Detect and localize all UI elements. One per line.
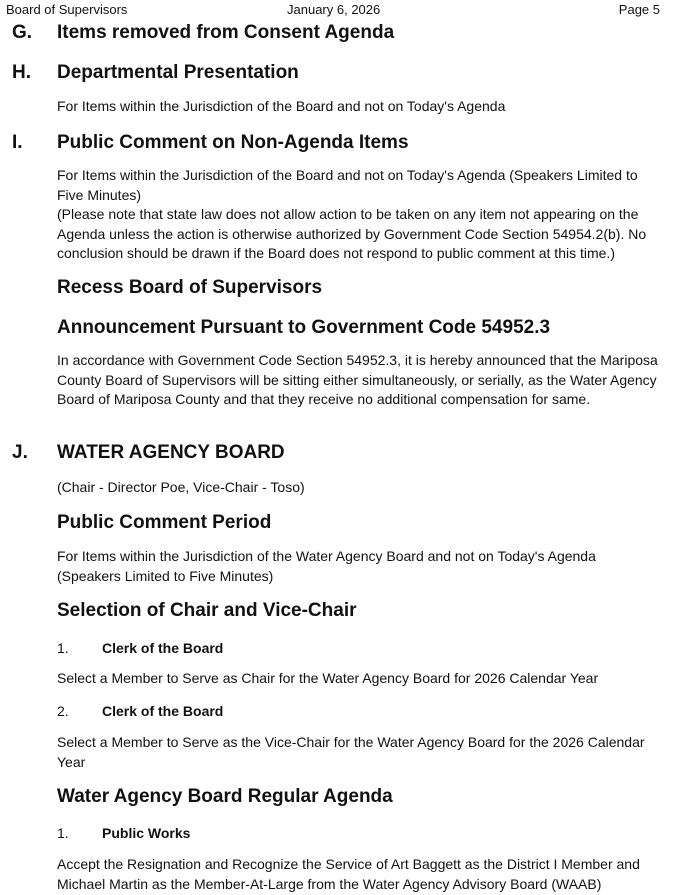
regular-item-1-department: Public Works <box>102 825 191 841</box>
section-j-title: WATER AGENCY BOARD <box>57 442 285 463</box>
section-h-text: For Items within the Jurisdiction of the Board and not on Today's Agenda <box>57 98 506 114</box>
section-i-text-speakers: For Items within the Jurisdiction of the Board and not on Today's Agenda (Speakers Limited to Five Minutes) <box>57 167 638 203</box>
page-header <box>0 2 680 18</box>
header-page-number: Page 5 <box>618 2 660 17</box>
selection-item-2-number: 2. <box>57 703 69 719</box>
recess-title: Recess Board of Supervisors <box>57 277 323 298</box>
header-date: January 6, 2026 <box>287 2 381 17</box>
public-comment-title: Public Comment Period <box>57 512 272 533</box>
selection-title: Selection of Chair and Vice-Chair <box>57 600 357 621</box>
announcement-title: Announcement Pursuant to Government Code 54952.3 <box>57 317 551 338</box>
regular-item-1-text: Accept the Resignation and Recognize the Service of Art Baggett as the District I Member and Michael Martin as the Member-At-Large from the Water Agency Advisory Board (WAAB) <box>57 856 640 892</box>
section-g-letter: G. <box>12 22 33 43</box>
header-board-name: Board of Supervisors <box>6 2 128 17</box>
section-h-letter: H. <box>12 62 31 83</box>
regular-item-1-number: 1. <box>57 825 69 841</box>
selection-item-2-text: Select a Member to Serve as the Vice-Chair for the Water Agency Board for the 2026 Calendar Year <box>57 734 645 770</box>
selection-item-2-department: Clerk of the Board <box>102 703 224 719</box>
section-i-title: Public Comment on Non-Agenda Items <box>57 132 409 153</box>
section-h-title: Departmental Presentation <box>57 62 299 83</box>
selection-item-1-number: 1. <box>57 640 69 656</box>
section-g-title: Items removed from Consent Agenda <box>57 22 395 43</box>
section-j-letter: J. <box>12 442 28 463</box>
selection-item-1-text: Select a Member to Serve as Chair for the Water Agency Board for 2026 Calendar Year <box>57 670 599 686</box>
public-comment-text: For Items within the Jurisdiction of the Water Agency Board and not on Today's Agenda (Speakers Limited to Five Minutes) <box>57 548 596 584</box>
announcement-text: In accordance with Government Code Section 54952.3, it is hereby announced that the Mariposa County Board of Supervisors will be sitting either simultaneously, or serially, as the Water Agency Board of Mariposa County and that they receive no additional compensation for same. <box>57 352 658 407</box>
selection-item-1-department: Clerk of the Board <box>102 640 224 656</box>
section-i-letter: I. <box>12 132 23 153</box>
regular-agenda-title: Water Agency Board Regular Agenda <box>57 786 393 807</box>
section-i-text-state-law-note: (Please note that state law does not allow action to be taken on any item not appearing on the Agenda unless the action is otherwise authorized by Government Code Section 54954.2(b). No conclusion should be drawn if the Board does not respond to public comment at this time.) <box>57 206 647 261</box>
section-j-chair-text: (Chair - Director Poe, Vice-Chair - Toso) <box>57 479 305 495</box>
